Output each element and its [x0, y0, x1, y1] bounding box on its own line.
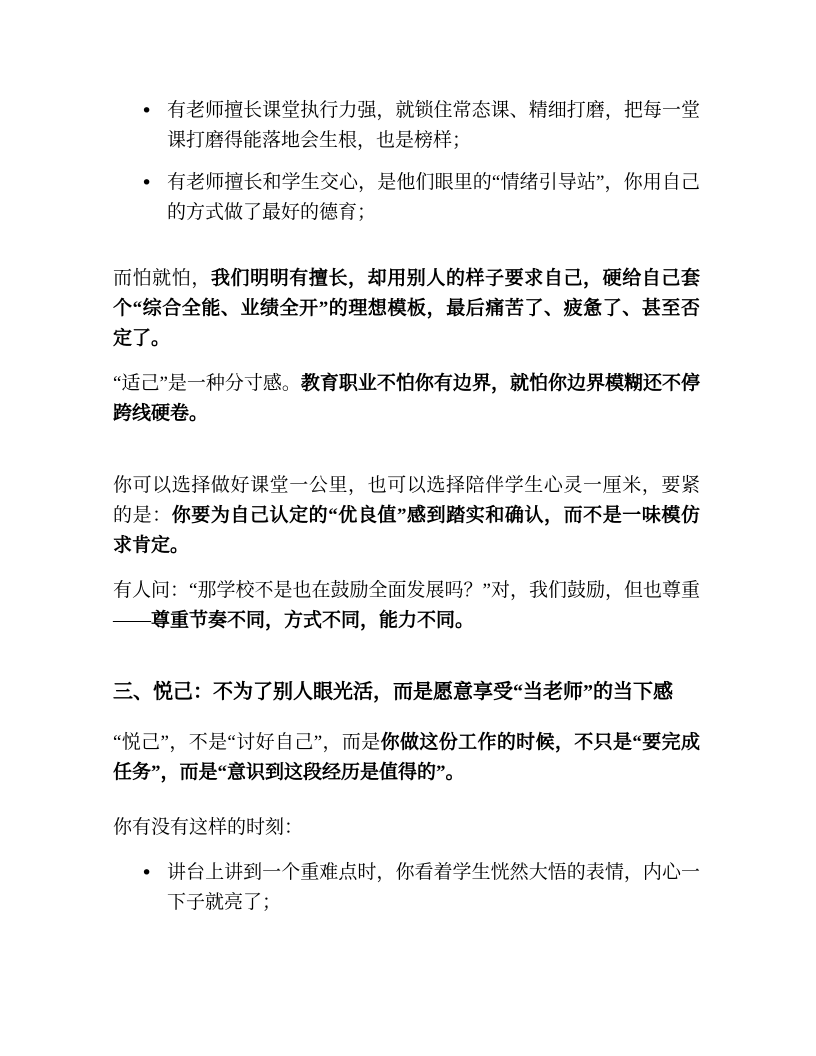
text-run: 三、悦己：不为了别人眼光活，而是愿意享受“当老师”的当下感	[113, 681, 673, 703]
text-run: 尊重节奏不同，方式不同，能力不同。	[151, 610, 475, 631]
text-run: 你有没有这样的时刻：	[113, 817, 304, 838]
list-item	[113, 168, 700, 228]
text-run: 有老师擅长和学生交心，是他们眼里的“情绪引导站”，你用自己的方式做了最好的德育；	[167, 172, 700, 223]
blocks-container	[113, 96, 700, 918]
text-run: 有老师擅长课堂执行力强，就锁住常态课、精细打磨，把每一堂课打磨得能落地会生根，也是榜样；	[167, 100, 700, 151]
text-run: “悦己”，不是“讨好自己”，而是	[113, 732, 381, 753]
paragraph	[113, 576, 700, 636]
bullet-marker-icon: •	[141, 100, 153, 122]
paragraph	[113, 471, 700, 561]
paragraph	[113, 728, 700, 788]
text-run: 你做这份工作的时候，不只是“要完成任务”，而是“意识到这段经历是值得的”。	[113, 732, 700, 783]
text-run: 有人问：“那学校不是也在鼓励全面发展吗？”对，我们鼓励，但也尊重——	[113, 580, 700, 631]
bullet-marker-icon: •	[141, 862, 153, 884]
text-run: 我们明明有擅长，却用别人的样子要求自己，硬给自己套个“综合全能、业绩全开”的理想模板，最后痛苦了、疲惫了、甚至否定了。	[113, 268, 700, 349]
text-run: 你要为自己认定的“优良值”感到踏实和确认，而不是一味模仿求肯定。	[113, 505, 700, 556]
section-heading	[113, 676, 700, 708]
paragraph	[113, 264, 700, 354]
text-run: 你可以选择做好课堂一公里，也可以选择陪伴学生心灵一厘米，要紧的是：	[113, 475, 700, 526]
text-run: 讲台上讲到一个重难点时，你看着学生恍然大悟的表情，内心一下子就亮了；	[167, 862, 700, 913]
list-item	[113, 96, 700, 156]
text-run: “适己”是一种分寸感。	[113, 373, 301, 394]
text-run: 教育职业不怕你有边界，就怕你边界模糊还不停跨线硬卷。	[113, 373, 700, 424]
bullet-marker-icon: •	[141, 172, 153, 194]
text-run: 而怕就怕，	[113, 268, 211, 289]
list-item	[113, 858, 700, 918]
paragraph	[113, 813, 700, 843]
paragraph	[113, 369, 700, 429]
